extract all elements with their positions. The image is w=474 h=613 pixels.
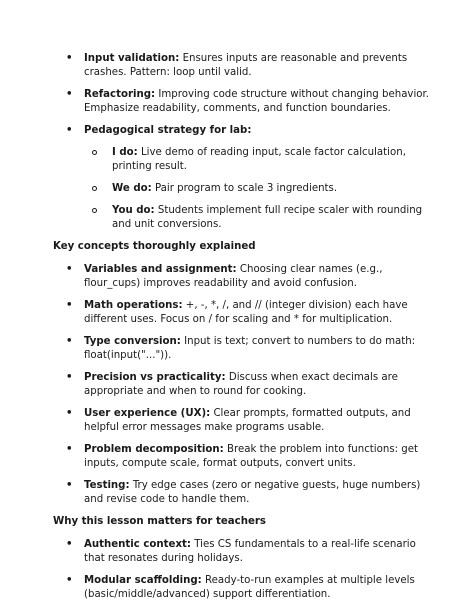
sub-item-text: Live demo of reading input, scale factor calculation, printing result. — [112, 147, 406, 172]
item-text: Choosing clear names (e.g., flour_cups) improves readability and avoid confusion. — [84, 264, 383, 289]
sub-item-term: You do: — [112, 205, 155, 216]
item-term: Variables and assignment: — [84, 264, 237, 275]
list-item — [56, 407, 434, 435]
item-text: +, -, *, /, and // (integer division) each have different uses. Focus on / for scaling and * for multiplication. — [84, 300, 408, 325]
sub-item-term: I do: — [112, 147, 138, 158]
list-item — [56, 299, 434, 327]
strategy-sub-list — [84, 146, 434, 232]
item-term: Type conversion: — [84, 336, 181, 347]
item-text: Break the problem into functions: get inputs, compute scale, format outputs, convert units. — [84, 444, 419, 469]
bullet-icon: • — [66, 575, 73, 586]
bullet-icon: • — [66, 444, 73, 455]
bullet-icon: • — [66, 336, 73, 347]
bullet-icon: • — [66, 89, 73, 100]
sub-list-item — [84, 204, 434, 232]
bullet-icon: • — [66, 264, 73, 275]
list-item — [56, 263, 434, 291]
item-term: Modular scaffolding: — [84, 575, 202, 586]
item-term: Problem decomposition: — [84, 444, 224, 455]
circle-bullet-icon — [92, 186, 97, 191]
key-concepts-list — [56, 263, 434, 507]
item-text: Clear prompts, formatted outputs, and helpful error messages make programs usable. — [84, 408, 411, 433]
bullet-icon: • — [66, 300, 73, 311]
item-text: Improving code structure without changing behavior. Emphasize readability, comments, and function boundaries. — [84, 89, 430, 114]
item-term: Pedagogical strategy for lab: — [84, 125, 252, 136]
list-item — [56, 574, 434, 602]
item-text: Ties CS fundamentals to a real-life scenario that resonates during holidays. — [84, 539, 416, 564]
bullet-icon: • — [66, 539, 73, 550]
circle-bullet-icon — [92, 150, 97, 155]
list-item — [56, 479, 434, 507]
list-item — [56, 371, 434, 399]
bullet-icon: • — [66, 125, 73, 136]
key-concepts-heading: Key concepts thoroughly explained — [53, 241, 256, 252]
item-text: Ready-to-run examples at multiple levels (basic/middle/advanced) support differentiation. — [84, 575, 415, 600]
item-text: Discuss when exact decimals are appropriate and when to round for cooking. — [84, 372, 398, 397]
bullet-icon: • — [66, 372, 73, 383]
list-item — [56, 88, 434, 116]
bullet-icon: • — [66, 408, 73, 419]
list-item — [56, 335, 434, 363]
list-item — [56, 443, 434, 471]
item-text: Ensures inputs are reasonable and prevents crashes. Pattern: loop until valid. — [84, 53, 408, 78]
sub-list-item — [84, 146, 434, 174]
item-term: Input validation: — [84, 53, 180, 64]
item-term: Testing: — [84, 480, 130, 491]
item-term: Precision vs practicality: — [84, 372, 226, 383]
item-text: Try edge cases (zero or negative guests, huge numbers) and revise code to handle them. — [84, 480, 421, 505]
bullet-icon: • — [66, 480, 73, 491]
circle-bullet-icon — [92, 208, 97, 213]
sub-item-text: Students implement full recipe scaler with rounding and unit conversions. — [112, 205, 423, 230]
top-bullet-list — [56, 52, 434, 232]
item-term: Refactoring: — [84, 89, 156, 100]
why-matters-list — [56, 538, 434, 602]
sub-item-term: We do: — [112, 183, 152, 194]
bullet-icon: • — [66, 53, 73, 64]
list-item — [56, 124, 434, 232]
list-item — [56, 538, 434, 566]
item-term: User experience (UX): — [84, 408, 211, 419]
item-term: Authentic context: — [84, 539, 191, 550]
item-text: Input is text; convert to numbers to do math: float(input("...")). — [84, 336, 416, 361]
item-term: Math operations: — [84, 300, 183, 311]
why-matters-heading: Why this lesson matters for teachers — [53, 516, 266, 527]
sub-item-text: Pair program to scale 3 ingredients. — [154, 183, 338, 194]
list-item — [56, 52, 434, 80]
sub-list-item — [84, 182, 434, 196]
